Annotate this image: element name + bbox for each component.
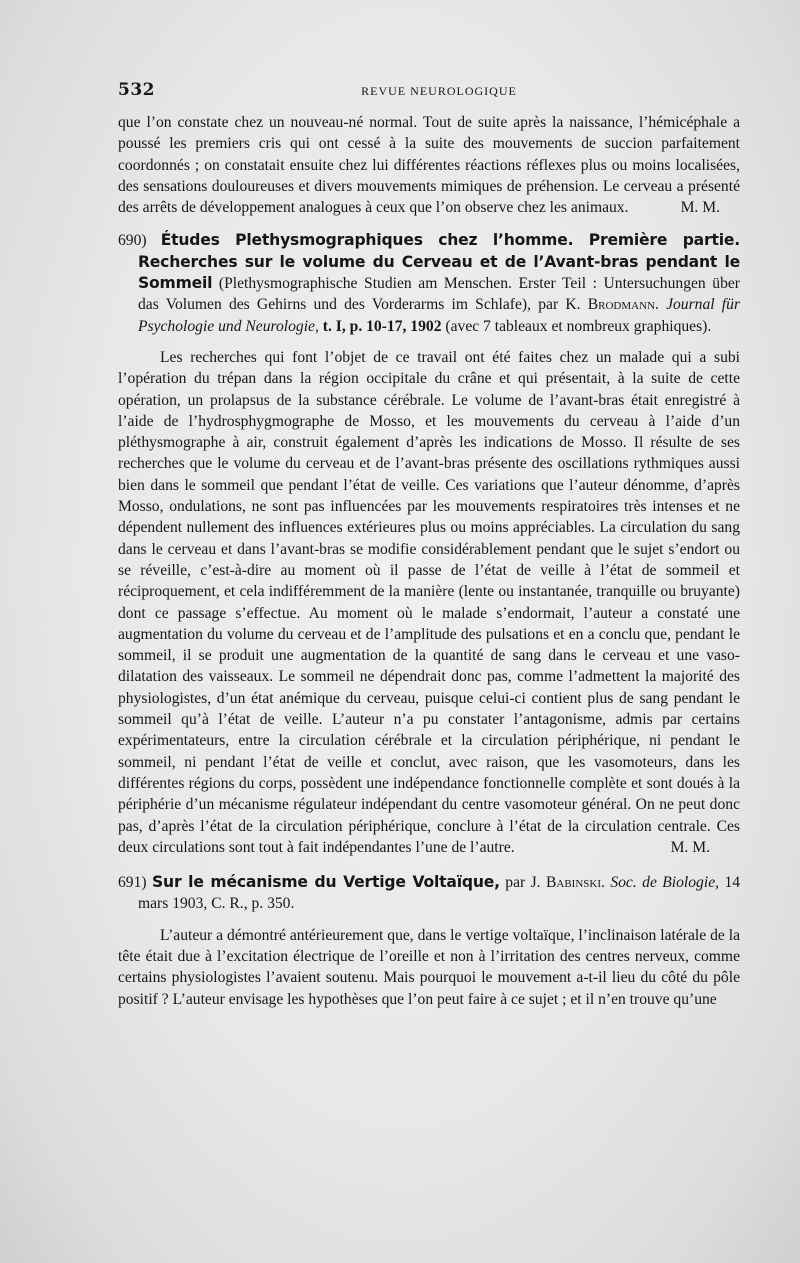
entry-691 bbox=[118, 872, 740, 1010]
entry-690-extra: (avec 7 tableaux et nombreux graphiques). bbox=[445, 317, 712, 335]
entry-691-title: Sur le mécanisme du Vertige Voltaïque, bbox=[152, 873, 500, 892]
entry-690 bbox=[118, 230, 740, 858]
entry-691-body bbox=[118, 925, 740, 1010]
page-number: 532 bbox=[118, 80, 155, 100]
entry-690-title: Études Plethysmographiques chez l’homme. Première partie. Recherches sur le volume du Cerveau et de l’Avant-bras pendant le Sommeil bbox=[138, 231, 740, 293]
page-body bbox=[118, 112, 740, 1010]
entry-691-citation: 14 mars 1903, C. R., p. 350. bbox=[138, 874, 741, 913]
page-header bbox=[118, 80, 740, 100]
entry-690-author: K. Brodmann. bbox=[565, 296, 659, 314]
entry-690-body-text: Les recherches qui font l’objet de ce travail ont été faites chez un malade qui a subi l’opération du trépan dans la région occipitale du crâne et qui présentait, à la suite de cette opération, un prolapsus de la substance cérébrale. Le volume de l’avant-bras était enregistré à l’aide de l’hydrosphygmographe de Mosso, et les mouvements du cerveau à l’aide d’un pléthysmographe à air, construit également d’après les indications de Mosso. Il résulte de ses recherches que le volume du cerveau et de l’avant-bras présente des oscillations rythmiques aussi bien dans le sommeil que pendant l’état de veille. Ces variations que l’auteur dénomme, d’après Mosso, ondulations, ne sont pas influencées par les mouvements respiratoires très intenses et ne dépendent nullement des influences extérieures plus ou moins appréciables. La circulation du sang dans le cerveau et dans l’avant-bras se modifie considérablement pendant que le sujet s’endort ou se réveille, c’est-à-dire au moment où il passe de l’état de veille à l’état de sommeil et réciproquement, et cela indifféremment de la manière (lente ou instantanée, tranquille ou bruyante) dont ce passage s’effectue. Au moment où le malade s’endormait, l’auteur a constaté une augmentation du volume du cerveau et de l’amplitude des pulsations et en a conclu que, pendant le sommeil, il se produit une augmentation de la quantité de sang dans le cerveau et une vaso-dilatation des vaisseaux. Le sommeil ne dépendrait donc pas, comme l’admettent la majorité des physiologistes, d’un état anémique du cerveau, puisque celui-ci contient plus de sang pendant le sommeil qu’à l’état de veille. L’auteur n’a pu constater l’antagonisme, admis par certains expérimentateurs, entre la circulation cérébrale et la circulation périphérique, ni pendant le sommeil, ni pendant l’état de veille et conclut, avec raison, que les vasomoteurs, dans les différentes régions du corps, possèdent une indépendance fonctionnelle complète et sont doués à la périphérie d’un mécanisme régulateur indépendant du centre vasomoteur général. On ne peut donc pas, d’après l’état de la circulation périphérique, conclure à l’état de la circulation centrale. Ces deux circulations sont tout à fait indépendantes l’une de l’autre. bbox=[118, 348, 740, 856]
entry-690-heading bbox=[118, 230, 740, 336]
entry-691-body-text: L’auteur a démontré antérieurement que, dans le vertige voltaïque, l’inclinaison latérale de la tête était due à l’excitation électrique de l’oreille et non à l’irritation des centres nerveux, comme certains physiologistes l’avaient soutenu. Mais pourquoi le mouvement a-t-il lieu du côté du pôle positif ? L’auteur envisage les hypothèses que l’on peut faire à ce sujet ; et il n’en trouve qu’une bbox=[118, 926, 740, 1008]
running-head: REVUE NEUROLOGIQUE bbox=[361, 84, 517, 98]
entry-690-body bbox=[118, 347, 740, 858]
entry-691-author: J. Babinski. bbox=[530, 874, 605, 892]
entry-691-number: 691) bbox=[118, 874, 147, 892]
entry-690-number: 690) bbox=[118, 232, 147, 250]
entry-690-german-title: (Plethysmographische Studien am Menschen. Erster Teil : Untersuchungen über das Volumen des Gehirns und des Vorderarms im Schlafe), par bbox=[138, 275, 740, 314]
intro-paragraph bbox=[118, 112, 740, 218]
entry-691-journal: Soc. de Biologie, bbox=[610, 874, 720, 892]
intro-signature: M. M. bbox=[680, 199, 720, 217]
entry-691-heading bbox=[118, 872, 740, 915]
entry-690-signature: M. M. bbox=[670, 838, 710, 856]
entry-691-by: par bbox=[505, 874, 526, 892]
entry-690-journal: Journal für Psychologie und Neurologie, bbox=[138, 296, 741, 335]
entry-690-citation: t. I, p. 10-17, 1902 bbox=[322, 317, 442, 335]
intro-text: que l’on constate chez un nouveau-né normal. Tout de suite après la naissance, l’hémicéphale a poussé les premiers cris qui ont cessé à la suite des mouvements de succion parfaitement coordonnés ; on constatait ensuite chez lui différentes réactions réflexes plus ou moins localisées, des sensations douloureuses et divers mouvements mimiques de préhension. Le cerveau a présenté des arrêts de développement analogues à ceux que l’on observe chez les animaux. bbox=[118, 114, 740, 217]
